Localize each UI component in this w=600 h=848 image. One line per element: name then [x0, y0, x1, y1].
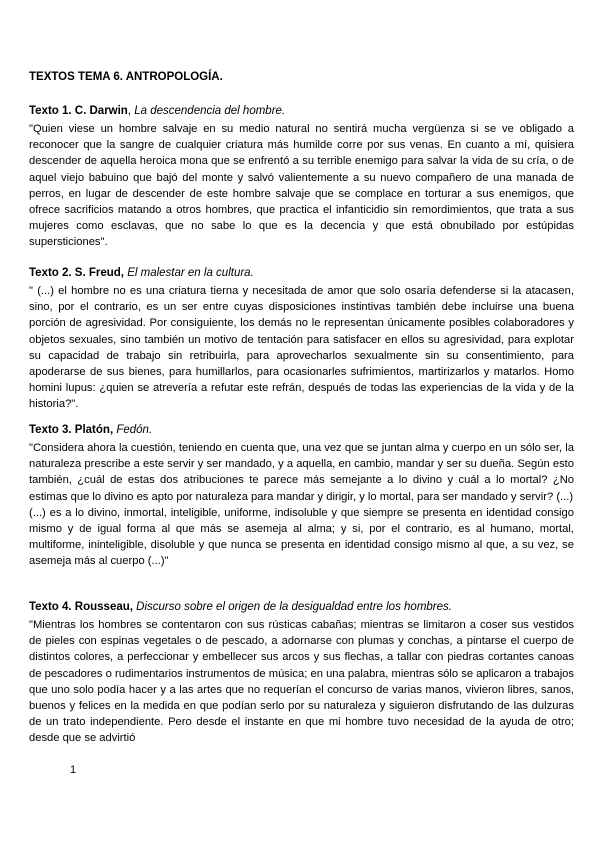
section-label: Texto 1. C. Darwin	[29, 105, 128, 117]
section-body	[29, 283, 574, 413]
text-section-platon	[29, 423, 574, 570]
text-section-freud	[29, 266, 574, 413]
section-body	[29, 440, 574, 570]
paragraph: " (...) el hombre no es una criatura tierna y necesitada de amor que solo osaría defenderse si la atacasen, sino, por el contrario, es un ser entre cuyas disposiciones instintivas también debe incluirse una buena porción de agresividad. Por consiguiente, los demás no le representan únicamente posibles colaboradores y objetos sexuales, sino también un motivo de tentación para satisfacer en ellos su agresividad, para explotar su capacidad de trabajo sin retribuirla, para aprovecharlos sexualmente sin su consentimiento, para apoderarse de sus bienes, para humillarlos, para ocasionarles sufrimientos, martirizarlos y matarlos. Homo homini lupus: ¿quien se atrevería a refutar este refrán, después de todas las experiencias de la vida y de la historia?".	[29, 285, 574, 411]
section-body	[29, 121, 574, 251]
section-label: Texto 2. S. Freud,	[29, 267, 124, 279]
section-work-title: Fedón.	[116, 424, 153, 436]
paragraph: "Quien viese un hombre salvaje en su medio natural no sentirá mucha vergüenza si se ve obligado a reconocer que la sangre de cualquier criatura más humilde corre por sus venas. En cuanto a mí, quisiera descender de aquella heroica mona que se enfrentó a su terrible enemigo para salvar la vida de su cría, o de aquel viejo babuino que bajó del monte y salvó valientemente a su nuevo compañero de una manada de perros, en lugar de descender de este hombre salvaje que se complace en torturar a sus enemigos, que ofrece sacrificios matando a otros hombres, que practica el infanticidio sin remordimientos, que trata a sus mujeres como esclavas, que no sabe lo que es la decencia y que está obnubilado por estúpidas supersticiones".	[29, 123, 574, 249]
paragraph: "Mientras los hombres se contentaron con sus rústicas cabañas; mientras se limitaron a coser sus vestidos de pieles con espinas vegetales o de pescado, a adornarse con plumas y conchas, a pintarse el cuerpo de distintos colores, a perfeccionar y embellecer sus arcos y sus flechas, a tallar con piedras cortantes canoas de pescadores o rudimentarios instrumentos de música; en una palabra, mientras sólo se aplicaron a trabajos que uno solo podía hacer y a las artes que no requerían el concurso de varias manos, vivieron libres, sanos, buenos y felices en la medida en que podían serlo por su naturaleza y siguieron disfrutando de las dulzuras de un trato independiente. Pero desde el instante en que mi hombre tuvo necesidad de la ayuda de otro; desde que se advirtió	[29, 619, 574, 745]
section-work-title: El malestar en la cultura.	[127, 267, 254, 279]
page-title: TEXTOS TEMA 6. ANTROPOLOGÍA.	[29, 71, 223, 83]
section-label: Texto 3. Platón,	[29, 424, 114, 436]
section-heading: Texto 1. C. Darwin, La descendencia del hombre.	[29, 105, 286, 117]
paragraph: (...) es a lo divino, inmortal, inteligible, uniforme, indisoluble y que siempre se presenta en identidad consigo mismo y de igual forma al que más se asemeja al alma; y si, por el contrario, es al humano, mortal, multiforme, ininteligible, disoluble y que nunca se presenta en identidad consigo mismo al que, a su vez, se asemeja más al cuerpo (...)"	[29, 506, 574, 568]
text-section-rousseau	[29, 600, 574, 747]
text-section-darwin	[29, 104, 574, 251]
section-work-title: La descendencia del hombre.	[134, 105, 286, 117]
section-label: Texto 4. Rousseau,	[29, 601, 133, 613]
section-body	[29, 617, 574, 747]
section-heading	[29, 266, 574, 280]
section-heading	[29, 600, 574, 614]
section-heading	[29, 423, 574, 437]
paragraph: "Considera ahora la cuestión, teniendo en cuenta que, una vez que se juntan alma y cuerpo en un sólo ser, la naturaleza prescribe a este servir y ser mandado, y a aquella, en cambio, mandar y ser su dueña. Según esto también, ¿cuál de estas dos atribuciones te parece más semejante a lo divino y cuál a lo mortal? ¿No estimas que lo divino es apto por naturaleza para mandar y dirigir, y lo mortal, para ser mandado y servir? (...)	[29, 442, 574, 503]
section-work-title: Discurso sobre el origen de la desigualdad entre los hombres.	[136, 601, 452, 613]
page-number: 1	[70, 764, 77, 776]
